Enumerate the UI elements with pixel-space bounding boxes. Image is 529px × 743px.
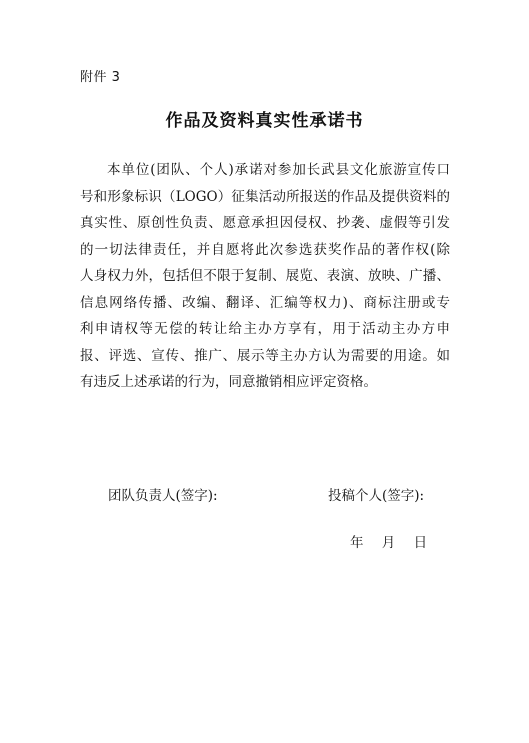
paragraph-line: 号和形象标识（LOGO）征集活动所报送的作品及提供资料的 <box>80 188 450 205</box>
attachment-label: 附件 3 <box>80 70 121 85</box>
date-month-label: 月 <box>381 535 396 551</box>
paragraph-line: 报、评选、宣传、推广、展示等主办方认为需要的用途。如 <box>80 347 450 364</box>
paragraph-line: 人身权力外，包括但不限于复制、展览、表演、放映、广播、 <box>80 268 450 284</box>
paragraph-line: 利申请权等无偿的转让给主办方享有，用于活动主办方申 <box>80 321 450 337</box>
paragraph-line: 的一切法律责任，并自愿将此次参选获奖作品的著作权(除 <box>80 241 450 258</box>
date-line <box>350 531 427 551</box>
paragraph-line: 信息网络传播、改编、翻译、汇编等权力)、商标注册或专 <box>80 294 450 311</box>
team-leader-signature-label: 团队负责人(签字): <box>108 488 218 504</box>
date-year-label: 年 <box>350 535 364 551</box>
date-day-label: 日 <box>413 535 428 551</box>
commitment-paragraph <box>80 157 450 396</box>
paragraph-line: 有违反上述承诺的行为，同意撤销相应评定资格。 <box>80 374 377 390</box>
individual-signature-label: 投稿个人(签字): <box>328 488 425 504</box>
document-title: 作品及资料真实性承诺书 <box>165 111 364 131</box>
paragraph-line: 本单位(团队、个人)承诺对参加长武县文化旅游宣传口 <box>107 162 450 178</box>
paragraph-line: 真实性、原创性负责、愿意承担因侵权、抄袭、虚假等引发 <box>80 215 450 231</box>
